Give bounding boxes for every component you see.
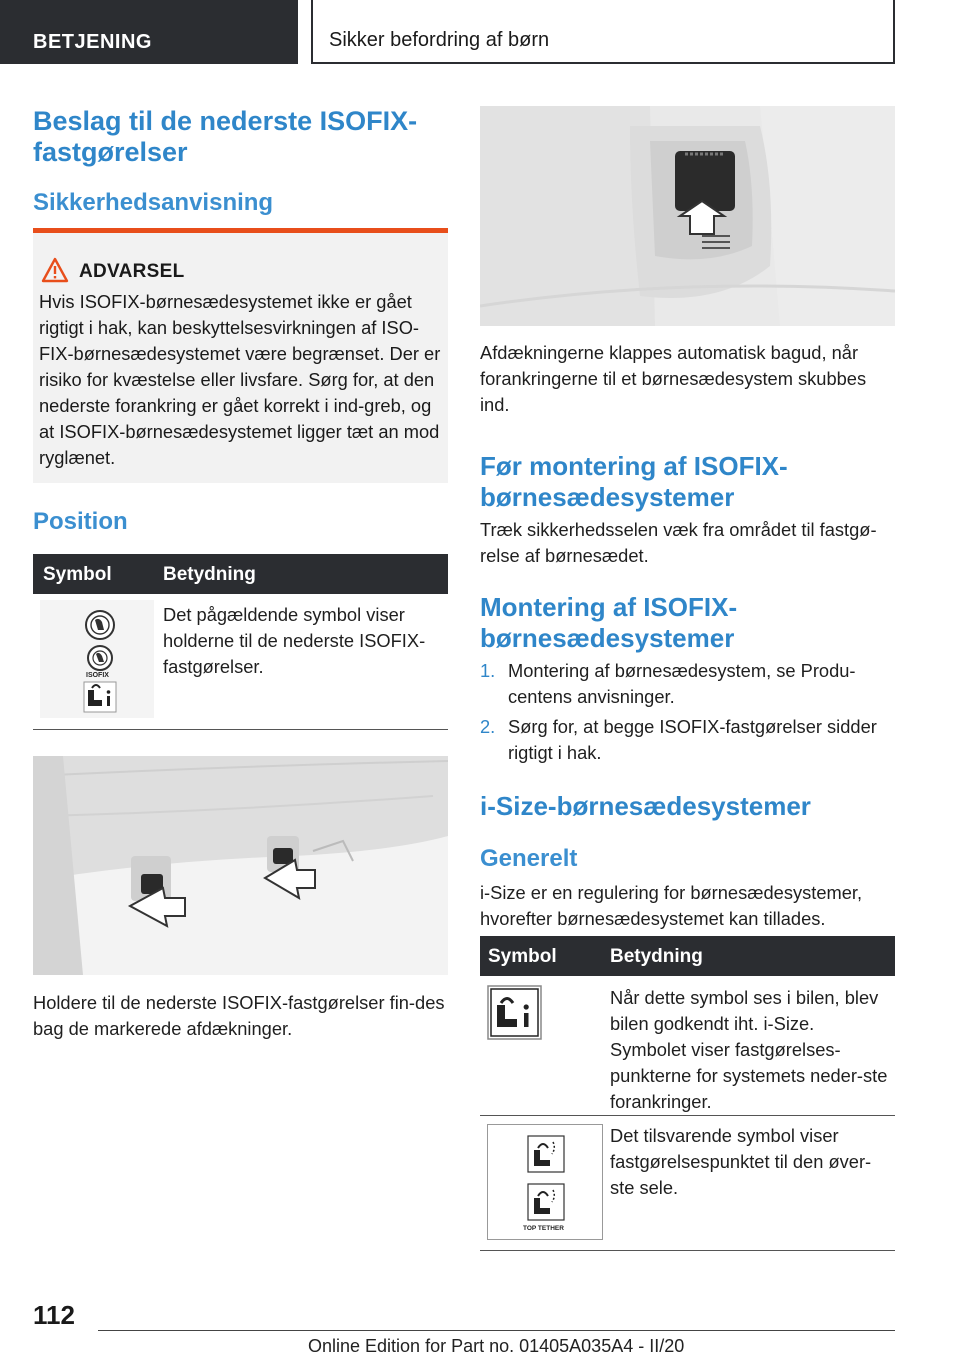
safety-subheading: Sikkerhedsanvisning bbox=[33, 189, 274, 216]
isofix-symbol-icon bbox=[40, 600, 154, 718]
left-photo-caption: Holdere til de nederste ISOFIX-fastgørelser fin-des bag de markerede afdækninger. bbox=[33, 992, 445, 1039]
warning-title: ADVARSEL bbox=[79, 261, 185, 282]
step-2-number: 2. bbox=[480, 716, 496, 737]
top-tether-label: TOP TETHER bbox=[523, 1225, 564, 1232]
mounting-heading bbox=[480, 592, 900, 654]
table-row-divider bbox=[33, 729, 448, 730]
before-mounting-heading-line2: børnesædesystemer bbox=[480, 482, 735, 512]
top-tether-symbol-icon bbox=[487, 1124, 603, 1240]
warning-box bbox=[33, 233, 448, 483]
isize-table-header bbox=[480, 936, 895, 976]
step-1-text: Montering af børnesædesystem, se Produ-centens anvisninger. bbox=[508, 660, 856, 707]
isize-row-divider-1 bbox=[480, 1115, 895, 1116]
general-subheading: Generelt bbox=[480, 845, 578, 872]
isize-row1-text: Når dette symbol ses i bilen, blev bilen godkendt iht. i-Size. Symbolet viser fastgørelses-punkterne for systemets neder-ste forankringer. bbox=[610, 987, 888, 1112]
section-heading-line2: fastgørelser bbox=[33, 137, 188, 167]
footer-divider bbox=[98, 1330, 895, 1331]
before-mounting-heading-line1: Før montering af ISOFIX- bbox=[480, 451, 788, 481]
step-2-text: Sørg for, at begge ISOFIX-fastgørelser sidder rigtigt i hak. bbox=[508, 716, 877, 763]
isofix-label: ISOFIX bbox=[86, 672, 109, 679]
warning-triangle-icon bbox=[41, 257, 69, 283]
before-mounting-text: Træk sikkerhedsselen væk fra området til fastgø-relse af børnesædet. bbox=[480, 519, 877, 566]
table-symbol-cell bbox=[40, 600, 154, 718]
page-number: 112 bbox=[33, 1300, 75, 1330]
header-section-label: BETJENING bbox=[33, 31, 152, 53]
section-heading bbox=[33, 106, 453, 168]
step-1-number: 1. bbox=[480, 660, 496, 681]
header-chapter-label: Sikker befordring af børn bbox=[329, 29, 550, 51]
col-symbol: Symbol bbox=[43, 564, 112, 585]
isofix-cover-closeup-photo bbox=[480, 106, 895, 326]
header-chapter-tab bbox=[311, 0, 895, 64]
col-meaning: Betydning bbox=[163, 564, 256, 585]
isize-symbol-icon bbox=[487, 985, 542, 1040]
section-heading-line1: Beslag til de nederste ISOFIX- bbox=[33, 106, 418, 136]
table-row1-text: Det pågældende symbol viser holderne til de nederste ISOFIX-fastgørelser. bbox=[163, 604, 426, 677]
isize-row-divider-2 bbox=[480, 1250, 895, 1251]
general-text: i-Size er en regulering for børnesædesystemer, hvorefter børnesædesystemet kan tillades. bbox=[480, 882, 863, 929]
right-photo-caption: Afdækningerne klappes automatisk bagud, når forankringerne til et børnesædesystem skubbes ind. bbox=[480, 342, 867, 415]
before-mounting-heading bbox=[480, 451, 900, 513]
isofix-covers-photo bbox=[33, 756, 448, 975]
mounting-heading-line2: børnesædesystemer bbox=[480, 623, 735, 653]
isize-row2-text: Det tilsvarende symbol viser fastgørelsespunktet til den øver-ste sele. bbox=[610, 1125, 872, 1198]
position-subheading: Position bbox=[33, 508, 128, 535]
warning-text: Hvis ISOFIX-børnesædesystemet ikke er gået rigtigt i hak, kan beskyttelsesvirkningen af ISO-FIX-børnesædesystemet være begrænset. Der er risiko for kvæstelse eller livsfare. Sørg for, at den nederste forankring er gået korrekt i ind-greb, og at ISOFIX-børnesædesystemet ligger tæt an mod ryglænet. bbox=[39, 291, 441, 468]
isize-heading: i-Size-børnesædesystemer bbox=[480, 791, 811, 821]
table-header bbox=[33, 554, 448, 594]
mounting-heading-line1: Montering af ISOFIX- bbox=[480, 592, 738, 622]
header-section-tab bbox=[0, 0, 298, 64]
footer-edition: Online Edition for Part no. 01405A035A4 - II/20 bbox=[308, 1336, 685, 1356]
isize-col-meaning: Betydning bbox=[610, 946, 703, 967]
isize-col-symbol: Symbol bbox=[488, 946, 557, 967]
